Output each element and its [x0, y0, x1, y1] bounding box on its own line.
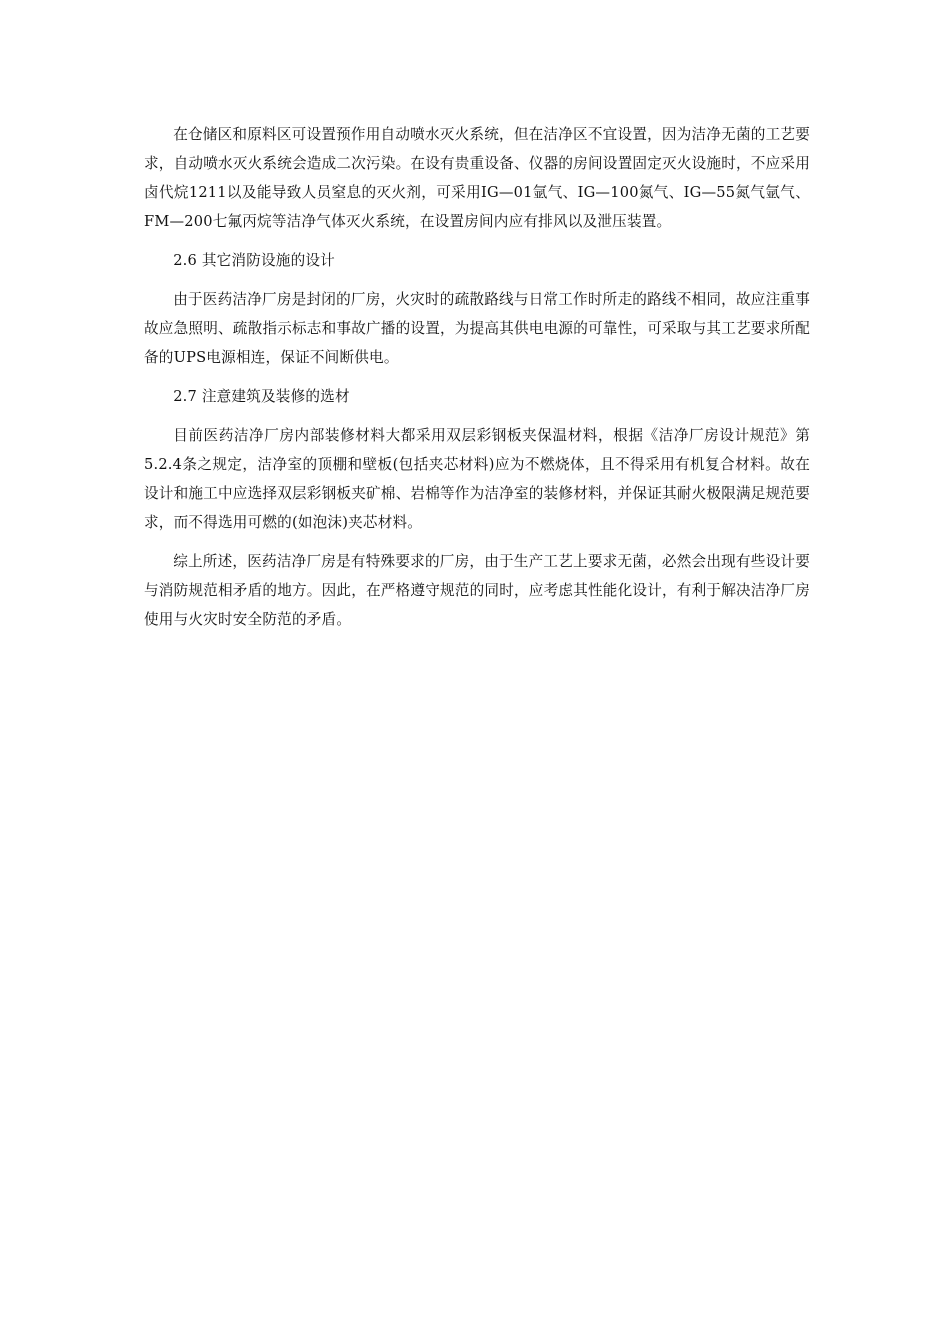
- paragraph-emergency-lighting: 由于医药洁净厂房是封闭的厂房，火灾时的疏散路线与日常工作时所走的路线不相同，故应注重事故应急照明、疏散指示标志和事故广播的设置，为提高其供电电源的可靠性，可采取与其工艺要求所配备的UPS电源相连，保证不间断供电。: [144, 291, 810, 366]
- section-heading-2-6: 2.6 其它消防设施的设计: [173, 252, 335, 269]
- document-page: [144, 120, 810, 644]
- paragraph-conclusion: 综上所述，医药洁净厂房是有特殊要求的厂房，由于生产工艺上要求无菌，必然会出现有些设计要与消防规范相矛盾的地方。因此，在严格遵守规范的同时，应考虑其性能化设计，有利于解决洁净厂房使用与火灾时安全防范的矛盾。: [144, 553, 810, 628]
- paragraph-decoration-materials: 目前医药洁净厂房内部装修材料大都采用双层彩钢板夹保温材料，根据《洁净厂房设计规范》第5.2.4条之规定，洁净室的顶棚和壁板(包括夹芯材料)应为不燃烧体，且不得采用有机复合材料。故在设计和施工中应选择双层彩钢板夹矿棉、岩棉等作为洁净室的装修材料，并保证其耐火极限满足规范要求，而不得选用可燃的(如泡沫)夹芯材料。: [144, 427, 810, 531]
- section-heading-2-7: 2.7 注意建筑及装修的选材: [173, 388, 350, 405]
- paragraph-gas-fire-extinguishing: 在仓储区和原料区可设置预作用自动喷水灭火系统，但在洁净区不宜设置，因为洁净无菌的工艺要求，自动喷水灭火系统会造成二次污染。在设有贵重设备、仪器的房间设置固定灭火设施时，不应采用卤代烷1211以及能导致人员窒息的灭火剂，可采用IG—01氩气、IG—100氮气、IG—55氮气氩气、FM—200七氟丙烷等洁净气体灭火系统，在设置房间内应有排风以及泄压装置。: [144, 126, 810, 230]
